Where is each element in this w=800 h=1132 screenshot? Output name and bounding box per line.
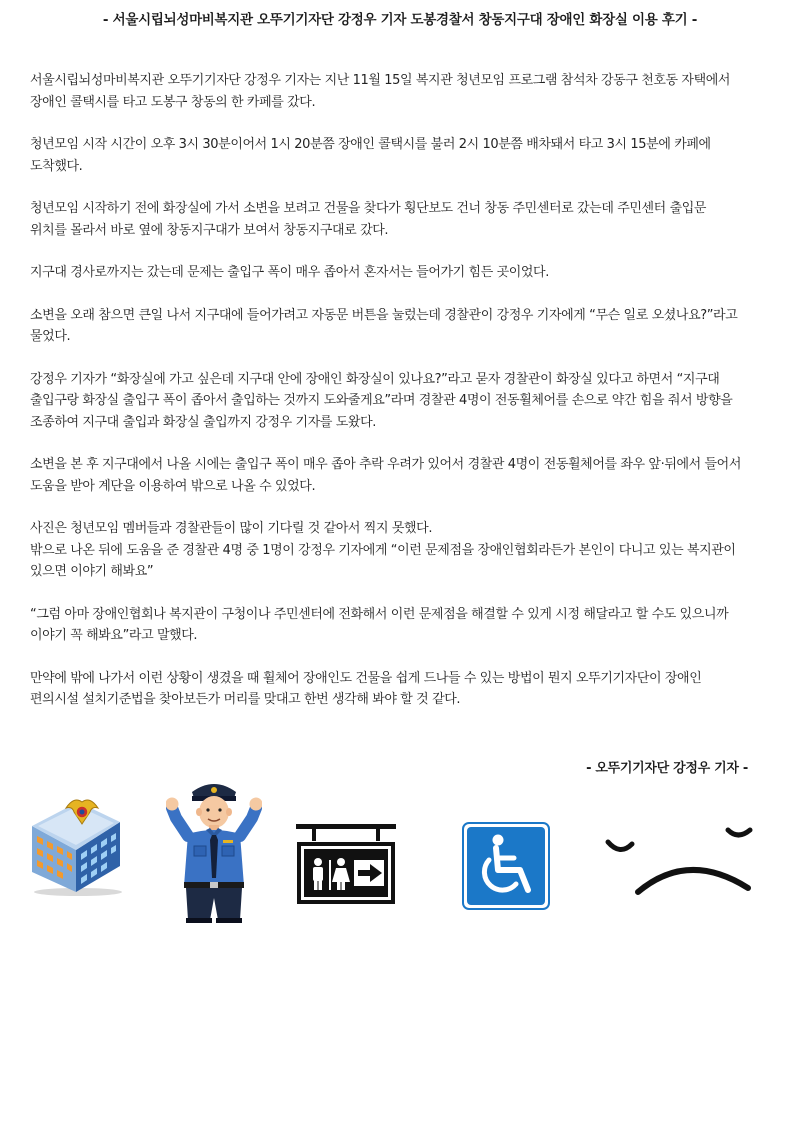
article-paragraph (30, 262, 742, 284)
byline: - 오뚜기기자단 강정우 기자 - (586, 761, 748, 776)
article-paragraph (30, 454, 742, 497)
paragraph-line: 청년모임 시작 시간이 오후 3시 30분이어서 1시 20분쯤 장애인 콜택시를 불러 2시 10분쯤 배차돼서 타고 3시 15분에 카페에 도착했다. (30, 137, 711, 174)
paragraph-line: 지구대 경사로까지는 갔는데 문제는 출입구 폭이 매우 좁아서 혼자서는 들어가기 힘든 곳이었다. (30, 265, 549, 280)
article-paragraph (30, 134, 742, 177)
restroom-sign-icon (296, 824, 396, 910)
article-paragraph (30, 305, 742, 348)
article-paragraph (30, 369, 742, 434)
police-officer-icon (166, 778, 262, 928)
paragraph-line: 밖으로 나온 뒤에 도움을 준 경찰관 4명 중 1명이 강정우 기자에게 “이런 문제점을 장애인협회라든가 본인이 다니고 있는 복지관이 있으면 이야기 해봐요” (30, 542, 736, 579)
paragraph-line: 강정우 기자가 “화장실에 가고 싶은데 지구대 안에 장애인 화장실이 있나요?”라고 묻자 경찰관이 화장실 있다고 하면서 “지구대 출입구랑 화장실 출입구 폭이 좁아서 출입하는 것까지 도와줄게요”라며 경찰관 4명이 전동휠체어를 손으로 약간 힘을 줘서 방향을 조종하여 지구대 출입과 화장실 출입까지 강정우 기자를 도왔다. (30, 371, 733, 430)
illustration-row (0, 778, 800, 928)
paragraph-line: 사진은 청년모임 멤버들과 경찰관들이 많이 기다릴 것 같아서 찍지 못했다. (30, 521, 433, 536)
sad-face-icon (602, 822, 758, 904)
paragraph-line: 만약에 밖에 나가서 이런 상황이 생겼을 때 휠체어 장애인도 건물을 쉽게 드나들 수 있는 방법이 뭔지 오뚜기기자단이 장애인 편의시설 설치기준법을 찾아보든가 머리를 맞대고 한번 생각해 봐야 할 것 같다. (30, 670, 702, 707)
article-paragraph (30, 604, 742, 647)
paragraph-line: 청년모임 시작하기 전에 화장실에 가서 소변을 보려고 건물을 찾다가 횡단보도 건너 창동 주민센터로 갔는데 주민센터 출입문 위치를 몰라서 바로 옆에 창동지구대가 보여서 창동지구대로 갔다. (30, 201, 707, 238)
paragraph-line: “그럼 아마 장애인협회나 복지관이 구청이나 주민센터에 전화해서 이런 문제점을 해결할 수 있게 시정 해달라고 할 수도 있으니까 이야기 꼭 해봐요”라고 말했다. (30, 606, 729, 643)
article-paragraph (30, 518, 742, 583)
article-paragraph (30, 70, 742, 113)
page-title: - 서울시립뇌성마비복지관 오뚜기기자단 강정우 기자 도봉경찰서 창동지구대 장애인 화장실 이용 후기 - (102, 12, 698, 28)
paragraph-line: 소변을 본 후 지구대에서 나올 시에는 출입구 폭이 매우 좁아 추락 우려가 있어서 경찰관 4명이 전동휠체어를 좌우 앞·뒤에서 들어서 도움을 받아 계단을 이용하여 밖으로 나올 수 있었다. (30, 457, 742, 494)
paragraph-line: 소변을 오래 참으면 큰일 나서 지구대에 들어가려고 자동문 버튼을 눌렀는데 경찰관이 강정우 기자에게 “무슨 일로 오셨나요?”라고 물었다. (30, 307, 738, 344)
police-station-icon (26, 792, 126, 900)
wheelchair-accessible-icon (462, 822, 550, 914)
article-body (30, 70, 742, 732)
paragraph-line: 서울시립뇌성마비복지관 오뚜기기자단 강정우 기자는 지난 11월 15일 복지관 청년모임 프로그램 참석차 강동구 천호동 자택에서 장애인 콜택시를 타고 도봉구 창동의 한 카페를 갔다. (30, 73, 731, 110)
article-paragraph (30, 668, 742, 711)
article-paragraph (30, 198, 742, 241)
